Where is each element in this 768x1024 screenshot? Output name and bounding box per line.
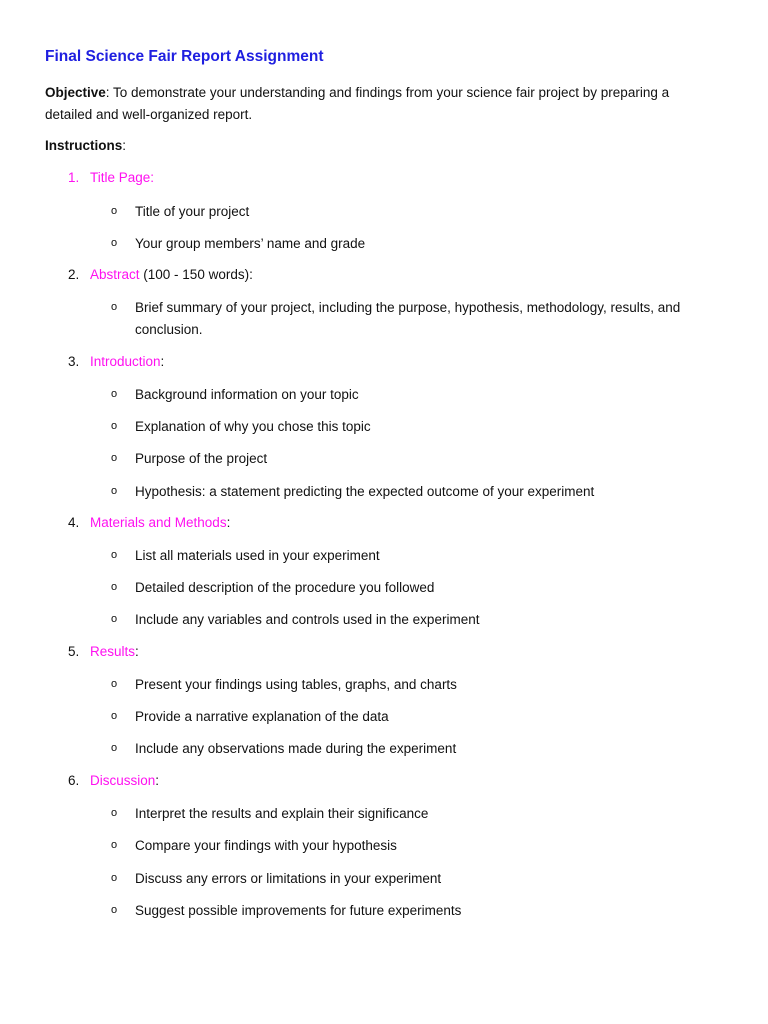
bullet-marker: o	[111, 613, 118, 625]
bullet-marker: o	[111, 710, 118, 722]
list-item-text: Present your findings using tables, graphs, and charts	[135, 677, 457, 692]
list-item-text: Interpret the results and explain their significance	[135, 806, 429, 821]
bullet-marker: o	[111, 839, 118, 851]
list-item-text: Purpose of the project	[135, 451, 268, 466]
list-item-text: Detailed description of the procedure you followed	[135, 580, 435, 595]
list-item-text: Compare your findings with your hypothesis	[135, 838, 397, 853]
bullet-marker: o	[111, 388, 118, 400]
bullet-marker: o	[111, 678, 118, 690]
bullet-marker: o	[111, 872, 118, 884]
instructions-heading	[45, 136, 126, 156]
document-title: Final Science Fair Report Assignment	[45, 48, 324, 65]
section-label: Discussion	[90, 773, 156, 788]
bullet-marker: o	[111, 485, 118, 497]
section-label: Abstract	[90, 267, 140, 282]
bullet-marker: o	[111, 581, 118, 593]
bullet-marker: o	[111, 301, 118, 313]
list-item-text: Provide a narrative explanation of the data	[135, 709, 389, 724]
list-item-text: Title of your project	[135, 204, 250, 219]
section-number: 4.	[68, 515, 80, 530]
section-number: 2.	[68, 267, 80, 282]
objective-label: Objective	[45, 85, 106, 100]
list-item-text: Include any variables and controls used in the experiment	[135, 612, 480, 627]
list-item-text: Hypothesis: a statement predicting the expected outcome of your experiment	[135, 484, 595, 499]
instructions-colon: :	[122, 138, 127, 153]
bullet-marker: o	[111, 420, 118, 432]
section-suffix: :	[155, 773, 160, 788]
section-suffix: :	[135, 644, 139, 659]
bullet-marker: o	[111, 237, 118, 249]
section-suffix: (100 - 150 words):	[139, 267, 253, 282]
section-label: Title Page:	[90, 170, 155, 185]
bullet-marker: o	[111, 549, 118, 561]
bullet-marker: o	[111, 452, 118, 464]
list-item-text: Discuss any errors or limitations in your experiment	[135, 871, 442, 886]
list-item-text: Suggest possible improvements for future experiments	[135, 903, 462, 918]
section-number: 3.	[68, 354, 80, 369]
section-label: Introduction	[90, 354, 161, 369]
bullet-marker: o	[111, 807, 118, 819]
section-label: Results	[90, 644, 136, 659]
list-item-text: Explanation of why you chose this topic	[135, 419, 371, 434]
list-item-text: Include any observations made during the experiment	[135, 741, 457, 756]
section-suffix: :	[226, 515, 231, 530]
list-item-text: Background information on your topic	[135, 387, 359, 402]
instructions-label: Instructions	[45, 138, 123, 153]
list-item-text: List all materials used in your experiment	[135, 548, 380, 563]
objective-text: : To demonstrate your understanding and findings from your science fair project by preparing a detailed and well-organized report.	[45, 85, 670, 122]
section-number: 1.	[68, 170, 80, 185]
section-number: 5.	[68, 644, 80, 659]
section-label: Materials and Methods	[90, 515, 227, 530]
list-item-text: Your group members’ name and grade	[135, 236, 366, 251]
objective-paragraph	[45, 82, 705, 125]
list-item-text: Brief summary of your project, including the purpose, hypothesis, methodology, results, and conclusion.	[135, 300, 681, 337]
bullet-marker: o	[111, 742, 118, 754]
bullet-marker: o	[111, 904, 118, 916]
bullet-marker: o	[111, 205, 118, 217]
section-number: 6.	[68, 773, 80, 788]
section-suffix: :	[160, 354, 165, 369]
